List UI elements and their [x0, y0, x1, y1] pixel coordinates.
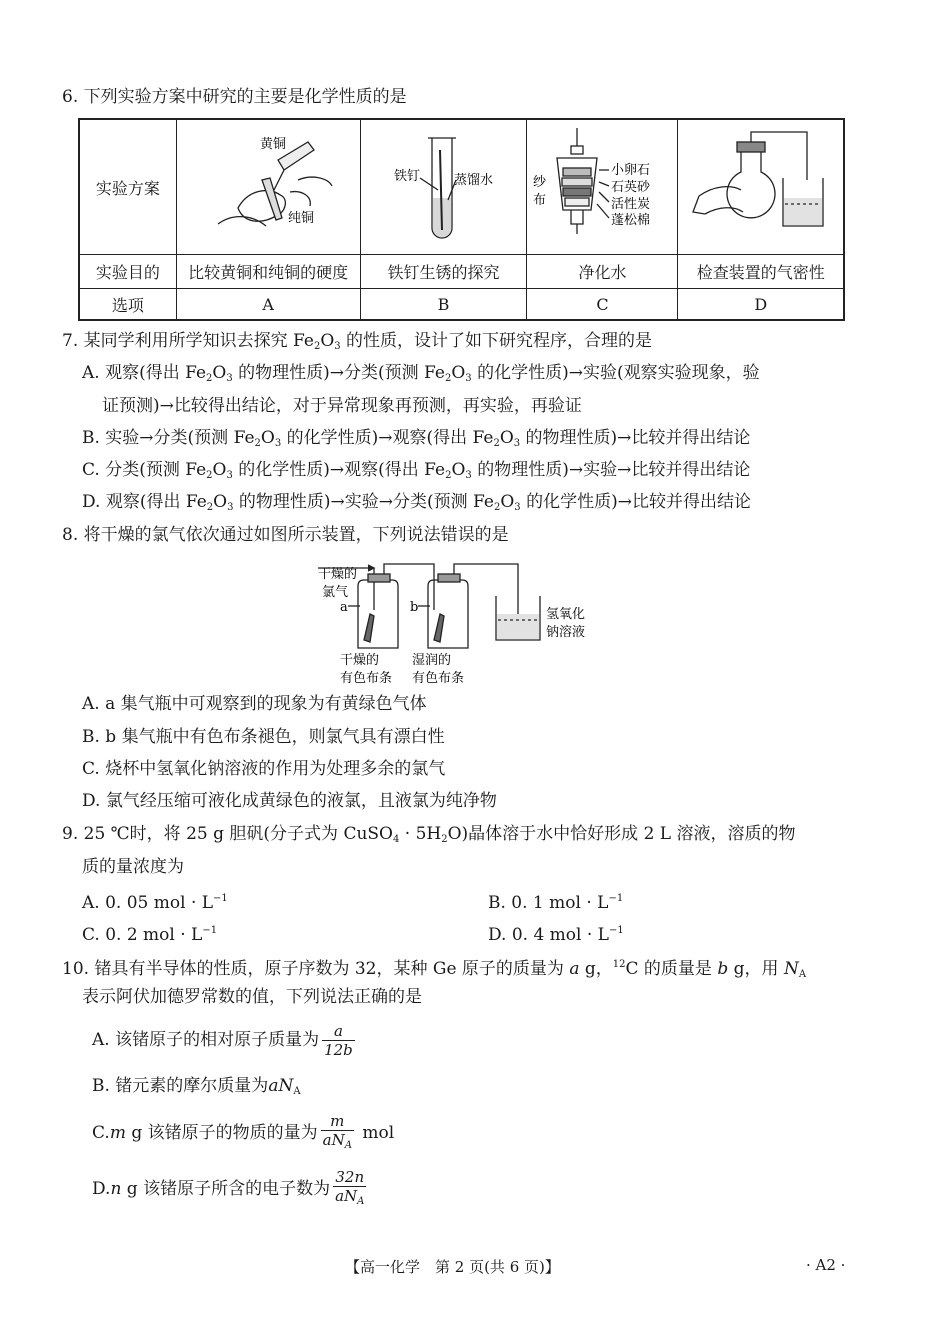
label-bottle-b: b	[410, 600, 419, 615]
q10-stem-line2: 表示阿伏加德罗常数的值，下列说法正确的是	[82, 987, 422, 1007]
figure-c-filter	[527, 119, 678, 255]
q9-option-d: D. 0. 4 mol · $L^{-1}$	[488, 925, 624, 945]
label-dry-cloth-2: 有色布条	[340, 671, 393, 686]
row-label-scheme: 实验方案	[79, 119, 176, 255]
label-quartz-sand: 石英砂	[611, 180, 651, 195]
label-cotton: 蓬松棉	[611, 213, 651, 228]
purpose-b: 铁钉生锈的探究	[360, 255, 527, 289]
q8-stem: 8. 将干燥的氯气依次通过如图所示装置，下列说法错误的是	[62, 525, 509, 545]
q9-stem-line1: 9. 25 ℃时，将 25 g 胆矾(分子式为 CuSO$_4$ · $5H_2O$)晶体溶于水中恰好形成 2 L 溶液，溶质的物	[62, 824, 796, 845]
option-b: B	[360, 289, 527, 321]
purpose-c: 净化水	[527, 255, 678, 289]
figure-d-airtightness	[678, 119, 844, 255]
label-wet-cloth-1: 湿润的	[412, 653, 452, 668]
q8-option-d: D. 氯气经压缩可液化成黄绿色的液氯，且液氯为纯净物	[82, 791, 497, 811]
label-bottle-a: a	[340, 600, 348, 615]
option-d: D	[678, 289, 844, 321]
q9-option-b: B. 0. 1 mol · $L^{-1}$	[488, 893, 624, 913]
label-naoh-1: 氢氧化	[546, 607, 586, 622]
purpose-a: 比较黄铜和纯铜的硬度	[176, 255, 360, 289]
label-dry-chlorine-1: 干燥的	[318, 567, 358, 582]
q10-option-a: A. 该锗原子的相对原子质量为 $\frac{a}{12b}$	[92, 1022, 353, 1059]
q10-option-c: C.m g 该锗原子的物质的量为 $\frac{m}{aN_A}$ mol	[92, 1112, 395, 1151]
label-naoh-2: 钠溶液	[546, 625, 586, 640]
q9-option-c: C. 0. 2 mol · $L^{-1}$	[82, 925, 218, 945]
q8-option-b: B. b 集气瓶中有色布条褪色，则氯气具有漂白性	[82, 727, 445, 747]
q7-option-a-cont: 证预测)→比较得出结论，对于异常现象再预测，再实验，再验证	[102, 396, 582, 416]
label-gauze-2: 布	[533, 193, 547, 208]
label-gauze-1: 纱	[533, 175, 547, 190]
label-activated-carbon: 活性炭	[611, 197, 651, 212]
q6-stem: 6. 下列实验方案中研究的主要是化学性质的是	[62, 87, 407, 107]
row-label-option: 选项	[79, 289, 176, 321]
label-dry-cloth-1: 干燥的	[340, 653, 380, 668]
label-pure-copper: 纯铜	[288, 211, 315, 226]
option-a: A	[176, 289, 360, 321]
footer-page-code: · A2 ·	[806, 1256, 846, 1274]
purpose-d: 检查装置的气密性	[678, 255, 844, 289]
q6-table	[78, 118, 845, 321]
q10-option-d: D.n g 该锗原子所含的电子数为 $\frac{32n}{aN_A}$	[92, 1168, 365, 1207]
q8-option-c: C. 烧杯中氢氧化钠溶液的作用为处理多余的氯气	[82, 759, 446, 779]
row-label-purpose: 实验目的	[79, 255, 176, 289]
q7-option-b: B. 实验→分类(预测 $Fe_2O_3$ 的化学性质)→观察(得出 $Fe_2O_3$ 的物理性质)→比较并得出结论	[82, 428, 751, 449]
q7-stem: 7. 某同学利用所学知识去探究 $Fe_2O_3$ 的性质，设计了如下研究程序，合理的是	[62, 331, 653, 352]
figure-b-rust	[360, 119, 527, 255]
q10-option-b: B. 锗元素的摩尔质量为$aN_A$	[92, 1076, 301, 1097]
q7-option-a: A. 观察(得出 $Fe_2O_3$ 的物理性质)→分类(预测 $Fe_2O_3$ 的化学性质)→实验(观察实验现象，验	[82, 363, 760, 384]
figure-a-hardness	[176, 119, 360, 255]
q8-apparatus-figure	[308, 556, 608, 688]
footer-page-info: 【高一化学 第 2 页(共 6 页)】	[345, 1258, 560, 1276]
label-pebbles: 小卵石	[611, 163, 651, 178]
label-dry-chlorine-2: 氯气	[322, 585, 349, 600]
label-iron-nail: 铁钉	[393, 169, 420, 184]
q8-option-a: A. a 集气瓶中可观察到的现象为有黄绿色气体	[82, 694, 427, 714]
label-wet-cloth-2: 有色布条	[412, 671, 465, 686]
q7-option-d: D. 观察(得出 $Fe_2O_3$ 的物理性质)→实验→分类(预测 $Fe_2O_3$ 的化学性质)→比较并得出结论	[82, 492, 751, 513]
q9-stem-line2: 质的量浓度为	[82, 857, 184, 877]
label-brass: 黄铜	[260, 137, 287, 152]
option-c: C	[527, 289, 678, 321]
q10-stem-line1: 10. 锗具有半导体的性质，原子序数为 32，某种 Ge 原子的质量为 a g，$^{12}$C 的质量是 b g，用 $N_A$	[62, 959, 807, 980]
q7-option-c: C. 分类(预测 $Fe_2O_3$ 的化学性质)→观察(得出 $Fe_2O_3$ 的物理性质)→实验→比较并得出结论	[82, 460, 751, 481]
label-distilled-water: 蒸馏水	[453, 173, 493, 188]
q9-option-a: A. 0. 05 mol · $L^{-1}$	[82, 893, 228, 913]
